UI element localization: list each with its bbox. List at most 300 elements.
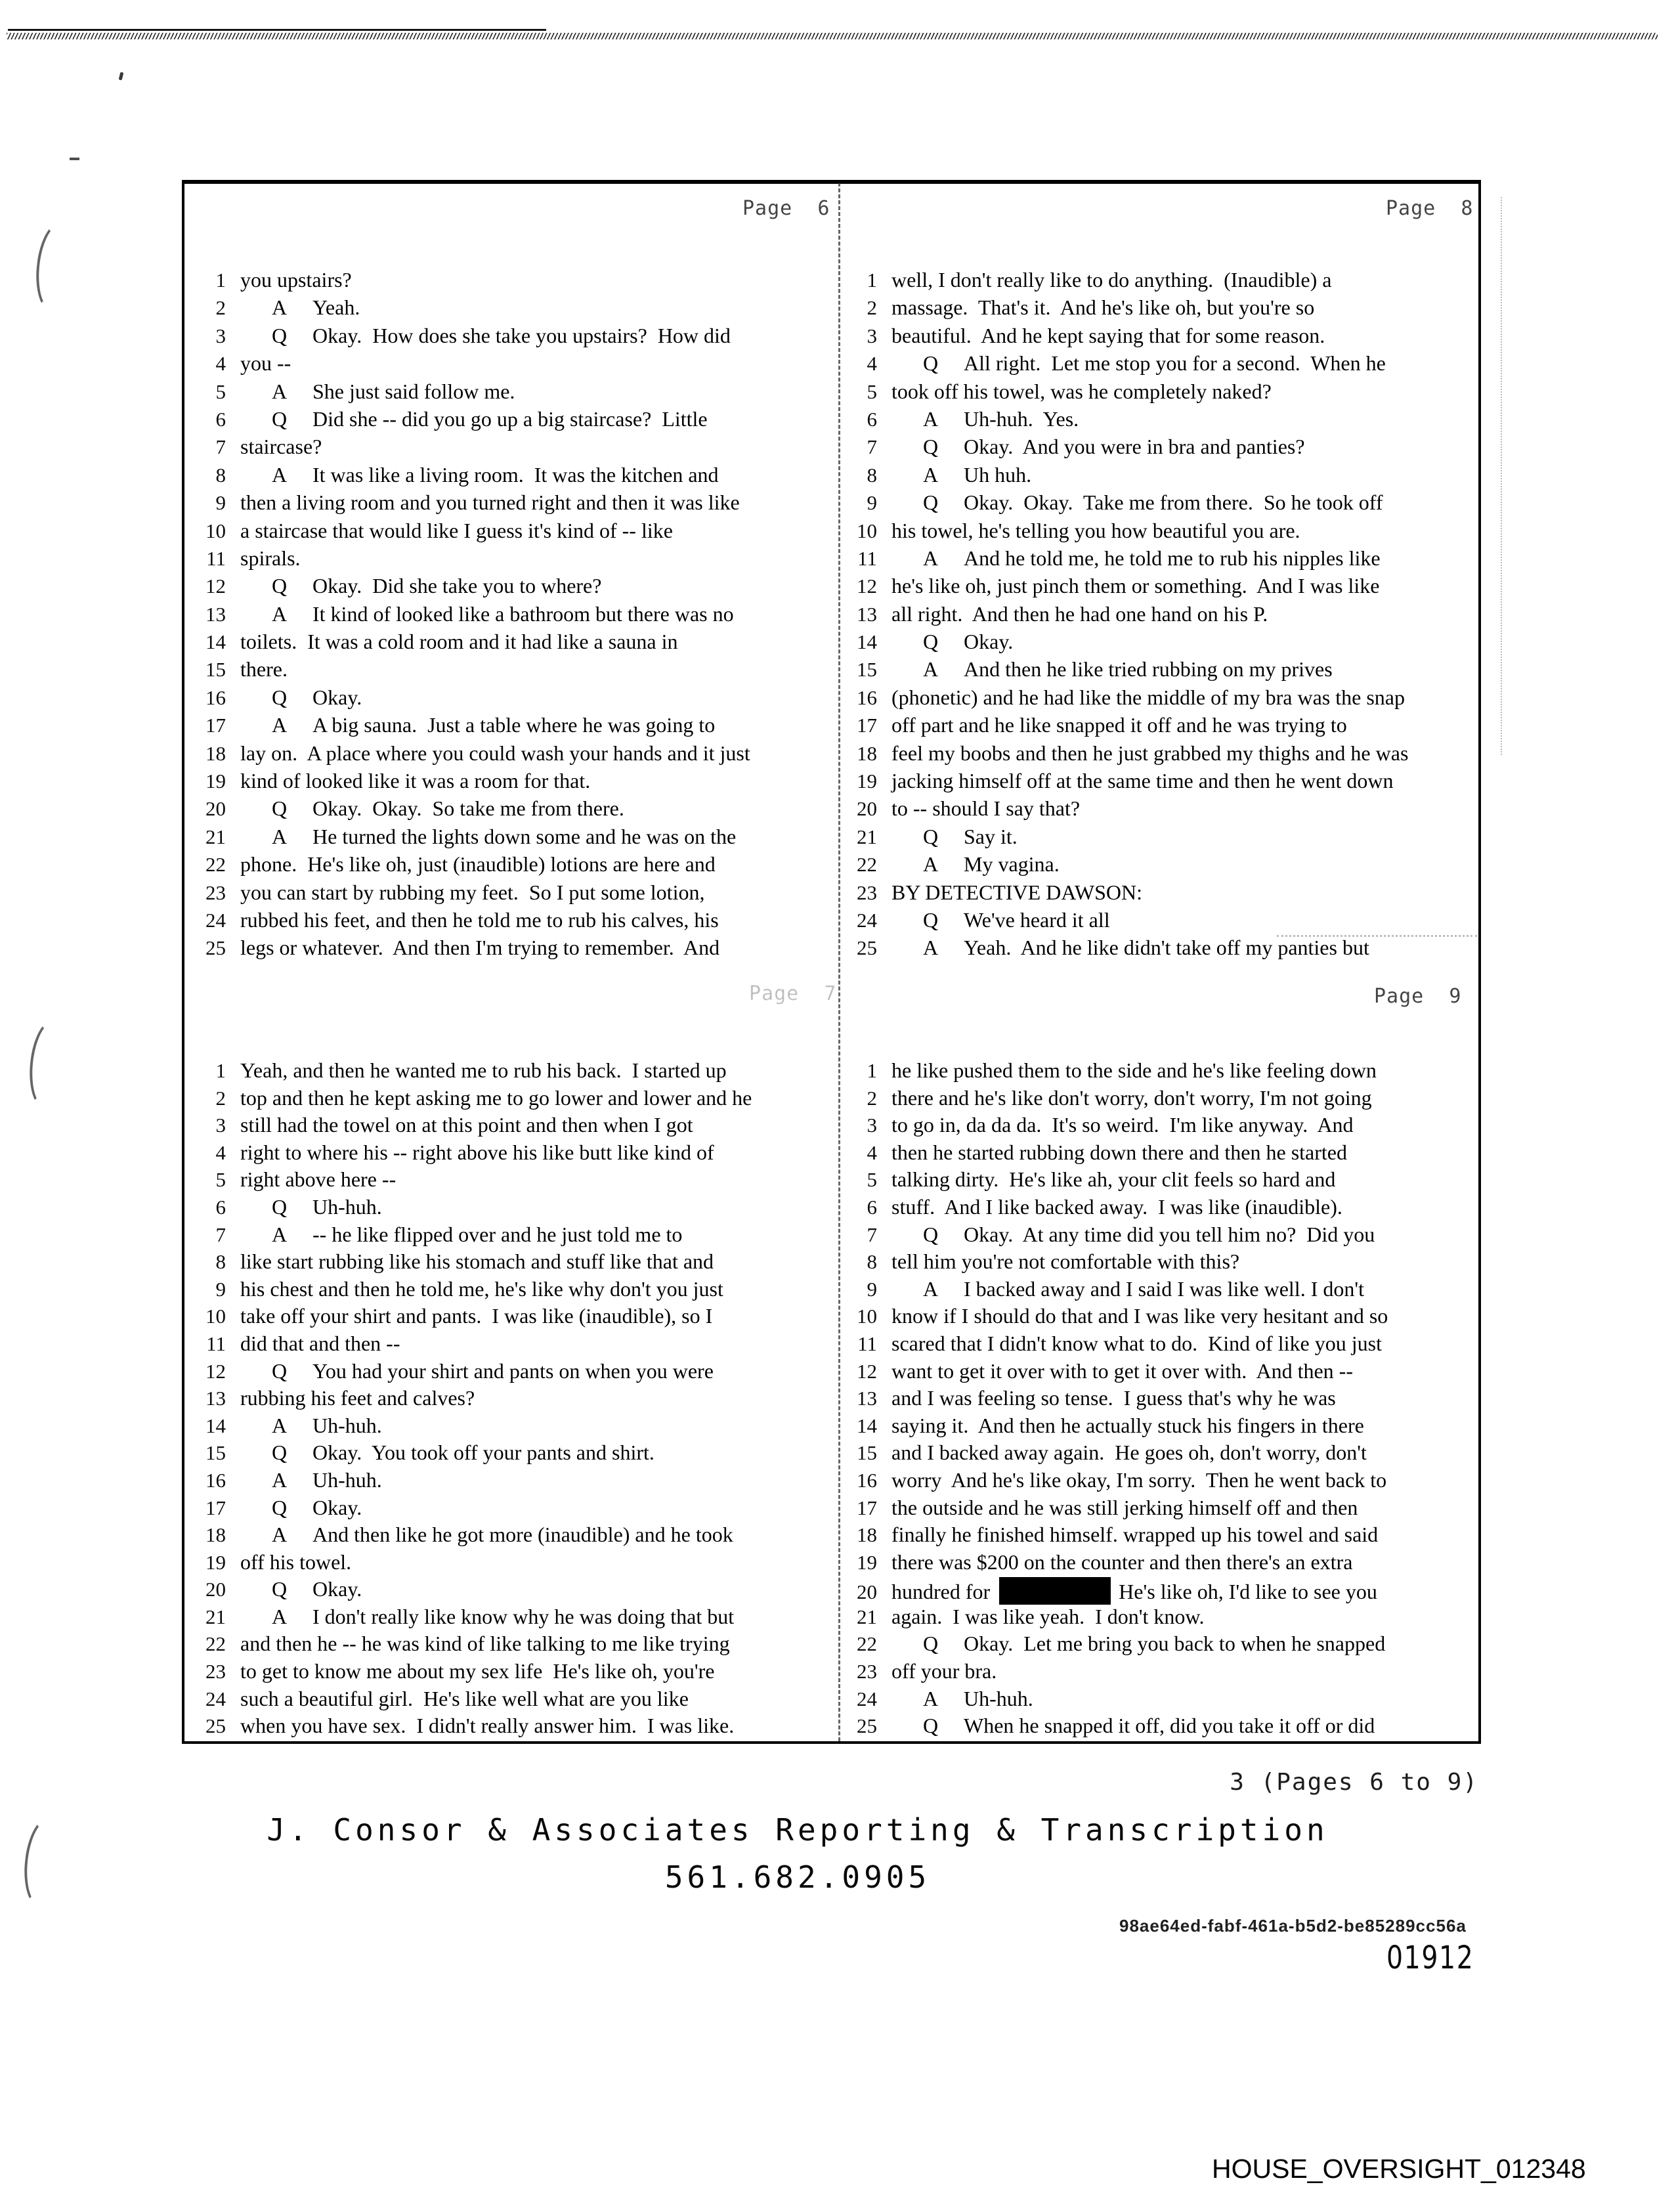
line-text: BY DETECTIVE DAWSON:	[891, 880, 1142, 904]
line-number: 13	[857, 602, 877, 626]
speaker-label: A	[272, 1523, 288, 1547]
line-number: 10	[857, 1305, 877, 1328]
line-number: 15	[205, 658, 226, 682]
line-number: 9	[867, 1277, 877, 1301]
line-text: A Yeah. And he like didn't take off my panties but	[923, 936, 1369, 960]
line-text: off his towel.	[240, 1550, 352, 1574]
line-text: right above here --	[240, 1167, 397, 1192]
transcript-line	[197, 295, 827, 323]
transcript-line	[848, 380, 1472, 407]
line-text: stuff. And I like backed away. I was like (inaudible).	[891, 1194, 1342, 1219]
line-number: 17	[205, 1496, 226, 1519]
line-number: 5	[215, 380, 226, 403]
speaker-label: A	[272, 1604, 288, 1628]
speaker-label: Q	[923, 1714, 939, 1738]
line-text: rubbed his feet, and then he told me to rub his calves, his	[240, 907, 719, 932]
line-number: 8	[215, 463, 226, 487]
line-text: Q Okay. Okay. So take me from there.	[272, 796, 624, 821]
transcript-line	[848, 1386, 1472, 1414]
transcript-line	[197, 1223, 827, 1250]
transcript-line	[197, 880, 827, 908]
transcript-line	[848, 741, 1472, 769]
line-text: Q All right. Let me stop you for a second. When he	[923, 351, 1386, 376]
speaker-label: A	[923, 1686, 939, 1710]
speaker-label: Q	[272, 1495, 288, 1519]
line-text: saying it. And then he actually stuck his fingers in there	[891, 1413, 1364, 1437]
line-number: 7	[867, 435, 877, 459]
transcript-line	[197, 351, 827, 379]
transcript-line	[197, 519, 827, 546]
speaker-label: Q	[272, 1577, 288, 1601]
transcript-line	[848, 1577, 1472, 1605]
transcript-line	[197, 1332, 827, 1359]
line-text: again. I was like yeah. I don't know.	[891, 1604, 1205, 1628]
transcript-line	[197, 1058, 827, 1086]
footer-reporting-firm: J. Consor & Associates Reporting & Transcription	[267, 1812, 1329, 1848]
line-text: talking dirty. He's like ah, your clit feels so hard and	[891, 1167, 1336, 1192]
line-number: 11	[857, 1332, 877, 1355]
speaker-label: Q	[923, 824, 939, 848]
line-text: scared that I didn't know what to do. Kind of like you just	[891, 1331, 1382, 1355]
line-number: 6	[867, 407, 877, 431]
transcript-line	[197, 825, 827, 852]
line-number: 24	[857, 908, 877, 932]
transcript-line	[848, 1550, 1472, 1578]
transcript-line	[848, 1304, 1472, 1332]
transcript-line	[197, 546, 827, 574]
line-number: 21	[205, 825, 226, 848]
line-number: 1	[215, 1059, 226, 1082]
speaker-label: Q	[272, 1358, 288, 1383]
transcript-line	[848, 1714, 1472, 1741]
line-text: you upstairs?	[240, 268, 352, 292]
line-text: beautiful. And he kept saying that for some reason.	[891, 323, 1325, 347]
line-text: Q When he snapped it off, did you take it off or did	[923, 1714, 1375, 1738]
line-number: 7	[215, 1223, 226, 1246]
line-number: 21	[205, 1605, 226, 1628]
line-number: 18	[205, 741, 226, 765]
line-number: 19	[205, 770, 226, 793]
line-number: 25	[857, 936, 877, 960]
transcript-line	[197, 1687, 827, 1714]
scan-artifact-dash	[70, 158, 79, 160]
line-text: right to where his -- right above his like butt like kind of	[240, 1140, 714, 1164]
line-number: 12	[857, 1359, 877, 1383]
line-number: 19	[205, 1550, 226, 1574]
line-text: A Uh-huh.	[272, 1413, 382, 1437]
transcript-line	[197, 1304, 827, 1332]
transcript-line	[848, 574, 1472, 601]
speaker-label: Q	[272, 406, 288, 431]
line-number: 13	[205, 1387, 226, 1410]
transcript-page-6	[197, 268, 827, 964]
line-text: like start rubbing like his stomach and stuff like that and	[240, 1249, 714, 1274]
transcript-line	[197, 435, 827, 462]
line-number: 16	[857, 1468, 877, 1492]
speaker-label: Q	[923, 1632, 939, 1656]
line-text: off part and he like snapped it off and he was trying to	[891, 713, 1347, 737]
line-number: 10	[205, 1305, 226, 1328]
line-text: there was $200 on the counter and then there's an extra	[891, 1550, 1353, 1574]
line-text: to -- should I say that?	[891, 796, 1081, 821]
line-text: his towel, he's telling you how beautiful you are.	[891, 518, 1300, 542]
line-text: A It was like a living room. It was the kitchen and	[272, 462, 719, 487]
page-6-header: Page 6	[742, 197, 830, 220]
transcript-line	[848, 1223, 1472, 1250]
line-text: Q Say it.	[923, 824, 1018, 848]
transcript-line	[848, 546, 1472, 574]
line-number: 21	[857, 1605, 877, 1628]
line-text: then he started rubbing down there and then he started	[891, 1140, 1347, 1164]
transcript-line	[197, 1577, 827, 1605]
speaker-label: A	[272, 1222, 288, 1246]
transcript-line	[197, 1249, 827, 1277]
transcript-line	[848, 936, 1472, 963]
line-number: 15	[205, 1441, 226, 1465]
transcript-line	[197, 380, 827, 407]
transcript-line	[197, 268, 827, 295]
scan-artifact-dotted-line	[1501, 197, 1502, 755]
transcript-line	[848, 908, 1472, 936]
transcript-line	[197, 1496, 827, 1523]
line-text: to go in, da da da. It's so weird. I'm like anyway. And	[891, 1113, 1354, 1137]
transcript-line	[848, 295, 1472, 323]
line-number: 11	[857, 546, 877, 570]
line-number: 10	[205, 519, 226, 542]
line-text: A Uh huh.	[923, 462, 1032, 487]
transcript-page-8	[848, 268, 1472, 964]
transcript-line	[848, 1605, 1472, 1632]
transcript-line	[848, 1496, 1472, 1523]
transcript-line	[848, 1659, 1472, 1687]
speaker-label: A	[923, 1276, 939, 1301]
transcript-line	[848, 1113, 1472, 1140]
transcript-line	[197, 1195, 827, 1223]
line-number: 23	[857, 880, 877, 904]
transcript-line	[197, 1714, 827, 1741]
line-text: and then he -- he was kind of like talking to me like trying	[240, 1632, 730, 1656]
line-text: know if I should do that and I was like very hesitant and so	[891, 1304, 1388, 1328]
transcript-line	[848, 1140, 1472, 1168]
line-text: hundred for He's like oh, I'd like to see you	[891, 1577, 1472, 1605]
line-text: A And then like he got more (inaudible) and he took	[272, 1523, 733, 1547]
line-text: rubbing his feet and calves?	[240, 1386, 475, 1410]
scan-artifact-line	[8, 29, 546, 31]
transcript-line	[197, 602, 827, 630]
transcript-line	[848, 657, 1472, 685]
transcript-page-7	[197, 1058, 827, 1741]
line-text: still had the towel on at this point and then when I got	[240, 1113, 693, 1137]
line-number: 25	[205, 1714, 226, 1738]
line-number: 5	[215, 1168, 226, 1192]
line-number: 9	[215, 491, 226, 515]
speaker-label: A	[272, 713, 288, 737]
transcript-line	[848, 1277, 1472, 1305]
line-number: 3	[867, 1114, 877, 1137]
line-number: 24	[857, 1687, 877, 1710]
line-text: Q Okay.	[923, 630, 1014, 654]
transcript-line	[848, 324, 1472, 351]
transcript-line	[848, 852, 1472, 880]
line-number: 2	[215, 296, 226, 320]
line-text: A Uh-huh.	[923, 1686, 1033, 1710]
transcript-line	[848, 769, 1472, 796]
line-number: 16	[857, 685, 877, 709]
transcript-line	[197, 713, 827, 741]
line-text: Q Okay. You took off your pants and shirt.	[272, 1441, 655, 1465]
line-number: 12	[857, 575, 877, 598]
line-text: you --	[240, 351, 291, 376]
line-text: Q Uh-huh.	[272, 1194, 382, 1219]
line-text: when you have sex. I didn't really answer him. I was like.	[240, 1714, 735, 1738]
line-number: 2	[867, 296, 877, 320]
line-number: 6	[867, 1195, 877, 1219]
transcript-line	[197, 1113, 827, 1140]
line-text: spirals.	[240, 546, 301, 570]
oversight-stamp: HOUSE_OVERSIGHT_012348	[1212, 2154, 1586, 2184]
transcript-line	[197, 852, 827, 880]
line-text: Q We've heard it all	[923, 907, 1110, 932]
line-number: 7	[215, 435, 226, 459]
line-number: 24	[205, 908, 226, 932]
line-text: Q Okay. And you were in bra and panties?	[923, 435, 1305, 459]
speaker-label: Q	[923, 1222, 939, 1246]
transcript-line	[197, 657, 827, 685]
line-text: Q Okay.	[272, 1495, 362, 1519]
speaker-label: A	[272, 601, 288, 626]
line-number: 12	[205, 575, 226, 598]
line-number: 8	[867, 1250, 877, 1274]
line-text: want to get it over with to get it over with. And then --	[891, 1358, 1353, 1383]
line-number: 12	[205, 1359, 226, 1383]
transcript-line	[197, 1167, 827, 1195]
transcript-line	[848, 602, 1472, 630]
line-text: tell him you're not comfortable with this?	[891, 1249, 1240, 1274]
line-text: a staircase that would like I guess it's kind of -- like	[240, 518, 673, 542]
line-text: he's like oh, just pinch them or something. And I was like	[891, 574, 1380, 598]
transcript-line	[848, 1086, 1472, 1114]
transcript-line	[848, 268, 1472, 295]
transcript-line	[848, 1468, 1472, 1496]
line-number: 14	[205, 630, 226, 654]
line-number: 18	[857, 741, 877, 765]
line-text: the outside and he was still jerking himself off and then	[891, 1495, 1358, 1519]
footer-page-range: 3 (Pages 6 to 9)	[1230, 1769, 1478, 1796]
line-text: A My vagina.	[923, 852, 1060, 877]
transcript-line	[848, 1441, 1472, 1468]
speaker-label: A	[923, 406, 939, 431]
line-number: 9	[867, 491, 877, 515]
line-text: his chest and then he told me, he's like why don't you just	[240, 1276, 723, 1301]
line-text: (phonetic) and he had like the middle of my bra was the snap	[891, 685, 1405, 709]
line-number: 23	[857, 1660, 877, 1683]
line-text: off your bra.	[891, 1659, 997, 1683]
transcript-line	[197, 936, 827, 963]
speaker-label: Q	[272, 323, 288, 347]
line-number: 6	[215, 1195, 226, 1219]
line-number: 1	[215, 269, 226, 292]
line-text: A Uh-huh. Yes.	[923, 406, 1079, 431]
line-text: then a living room and you turned right and then it was like	[240, 490, 740, 515]
transcript-line	[197, 1359, 827, 1387]
transcript-line	[197, 1441, 827, 1468]
transcript-line	[197, 796, 827, 824]
footer-phone-number: 561.682.0905	[664, 1859, 931, 1895]
line-number: 18	[857, 1523, 877, 1547]
speaker-label: A	[923, 462, 939, 487]
scan-artifact-zigzag-line	[7, 33, 1658, 39]
line-text: toilets. It was a cold room and it had like a sauna in	[240, 630, 678, 654]
page-7-header: Page 7	[749, 982, 837, 1005]
speaker-label: Q	[923, 351, 939, 376]
line-text: Q Okay.	[272, 1577, 362, 1601]
speaker-label: A	[272, 462, 288, 487]
transcript-line	[848, 351, 1472, 379]
line-number: 3	[215, 1114, 226, 1137]
line-text: massage. That's it. And he's like oh, but you're so	[891, 295, 1315, 320]
transcript-line	[848, 1058, 1472, 1086]
speaker-label: Q	[923, 907, 939, 932]
line-text: did that and then --	[240, 1331, 400, 1355]
line-text: Q Okay. At any time did you tell him no? Did you	[923, 1222, 1375, 1246]
line-number: 7	[867, 1223, 877, 1246]
transcript-line	[197, 463, 827, 490]
line-number: 11	[206, 1332, 226, 1355]
transcript-line	[848, 1414, 1472, 1441]
line-text: he like pushed them to the side and he's like feeling down	[891, 1058, 1377, 1082]
line-text: A It kind of looked like a bathroom but there was no	[272, 601, 734, 626]
transcript-line	[848, 407, 1472, 435]
line-number: 14	[857, 1414, 877, 1437]
document-guid: 98ae64ed-fabf-461a-b5d2-be85289cc56a	[1119, 1916, 1467, 1936]
line-text: A I don't really like know why he was doing that but	[272, 1604, 735, 1628]
line-text: Q Okay.	[272, 685, 362, 709]
line-number: 20	[205, 797, 226, 821]
line-text: A -- he like flipped over and he just told me to	[272, 1222, 683, 1246]
line-number: 25	[205, 936, 226, 960]
line-text: to get to know me about my sex life He's like oh, you're	[240, 1659, 715, 1683]
line-text: there.	[240, 657, 288, 682]
transcript-line	[848, 1195, 1472, 1223]
transcript-line	[848, 490, 1472, 518]
line-text: there and he's like don't worry, don't worry, I'm not going	[891, 1085, 1372, 1110]
transcript-line	[848, 1332, 1472, 1359]
speaker-label: Q	[272, 1441, 288, 1465]
line-text: A A big sauna. Just a table where he was going to	[272, 713, 716, 737]
speaker-label: A	[272, 295, 288, 320]
line-text: top and then he kept asking me to go lower and lower and he	[240, 1085, 752, 1110]
page-9-header: Page 9	[1374, 985, 1462, 1008]
line-number: 2	[867, 1086, 877, 1110]
line-number: 17	[857, 714, 877, 737]
line-number: 5	[867, 380, 877, 403]
speaker-label: A	[272, 1413, 288, 1437]
page-8-header: Page 8	[1386, 197, 1474, 220]
transcript-line	[848, 825, 1472, 852]
transcript-line	[197, 1468, 827, 1496]
binder-ring-mark	[26, 1017, 74, 1112]
binder-ring-mark	[32, 220, 81, 314]
transcript-line	[197, 1414, 827, 1441]
speaker-label: Q	[272, 685, 288, 709]
line-number: 4	[867, 352, 877, 376]
line-number: 8	[867, 463, 877, 487]
speaker-label: A	[923, 936, 939, 960]
transcript-line	[197, 490, 827, 518]
transcript-line	[848, 1687, 1472, 1714]
line-text: feel my boobs and then he just grabbed my thighs and he was	[891, 741, 1409, 765]
transcript-line	[848, 713, 1472, 741]
line-number: 1	[867, 269, 877, 292]
transcript-line	[197, 1386, 827, 1414]
speaker-label: Q	[923, 630, 939, 654]
line-number: 22	[205, 853, 226, 877]
speaker-label: A	[923, 852, 939, 877]
transcript-line	[848, 685, 1472, 713]
transcript-line	[197, 1632, 827, 1659]
line-text: Q Okay. Let me bring you back to when he snapped	[923, 1632, 1386, 1656]
speaker-label: Q	[923, 490, 939, 515]
speaker-label: Q	[923, 435, 939, 459]
transcript-line	[197, 1659, 827, 1687]
line-text: jacking himself off at the same time and then he went down	[891, 769, 1394, 793]
line-text: and I backed away again. He goes oh, don't worry, don't	[891, 1441, 1367, 1465]
bates-number: 01912	[1386, 1940, 1474, 1976]
line-number: 14	[857, 630, 877, 654]
line-text: legs or whatever. And then I'm trying to remember. And	[240, 936, 720, 960]
speaker-label: Q	[272, 796, 288, 821]
line-number: 9	[215, 1277, 226, 1301]
line-number: 14	[205, 1414, 226, 1437]
line-text: Q Okay. How does she take you upstairs? How did	[272, 323, 731, 347]
line-number: 22	[857, 1632, 877, 1656]
line-number: 1	[867, 1059, 877, 1082]
transcript-line	[848, 796, 1472, 824]
transcript-line	[848, 630, 1472, 657]
line-text: A He turned the lights down some and he was on the	[272, 824, 737, 848]
line-number: 23	[205, 1660, 226, 1683]
line-number: 20	[857, 1580, 877, 1604]
line-number: 4	[215, 352, 226, 376]
transcript-line	[197, 1550, 827, 1578]
line-text: take off your shirt and pants. I was like (inaudible), so I	[240, 1304, 713, 1328]
transcript-line	[197, 630, 827, 657]
line-number: 19	[857, 770, 877, 793]
line-text: all right. And then he had one hand on his P.	[891, 601, 1268, 626]
line-text: A Yeah.	[272, 295, 360, 320]
transcript-line	[848, 1632, 1472, 1659]
line-number: 22	[857, 853, 877, 877]
line-number: 15	[857, 1441, 877, 1465]
scan-artifact-tick	[119, 72, 124, 81]
line-number: 24	[205, 1687, 226, 1710]
speaker-label: Q	[272, 574, 288, 598]
line-number: 3	[867, 324, 877, 347]
transcript-line	[197, 574, 827, 601]
speaker-label: A	[272, 824, 288, 848]
speaker-label: Q	[272, 1194, 288, 1219]
transcript-line	[848, 463, 1472, 490]
speaker-label: A	[272, 1467, 288, 1492]
line-number: 16	[205, 685, 226, 709]
line-number: 21	[857, 825, 877, 848]
line-text: A And then he like tried rubbing on my prives	[923, 657, 1333, 682]
transcript-page-9	[848, 1058, 1472, 1741]
line-number: 4	[867, 1140, 877, 1164]
line-text: Q You had your shirt and pants on when you were	[272, 1358, 714, 1383]
line-number: 25	[857, 1714, 877, 1738]
line-text: Q Okay. Did she take you to where?	[272, 574, 602, 598]
